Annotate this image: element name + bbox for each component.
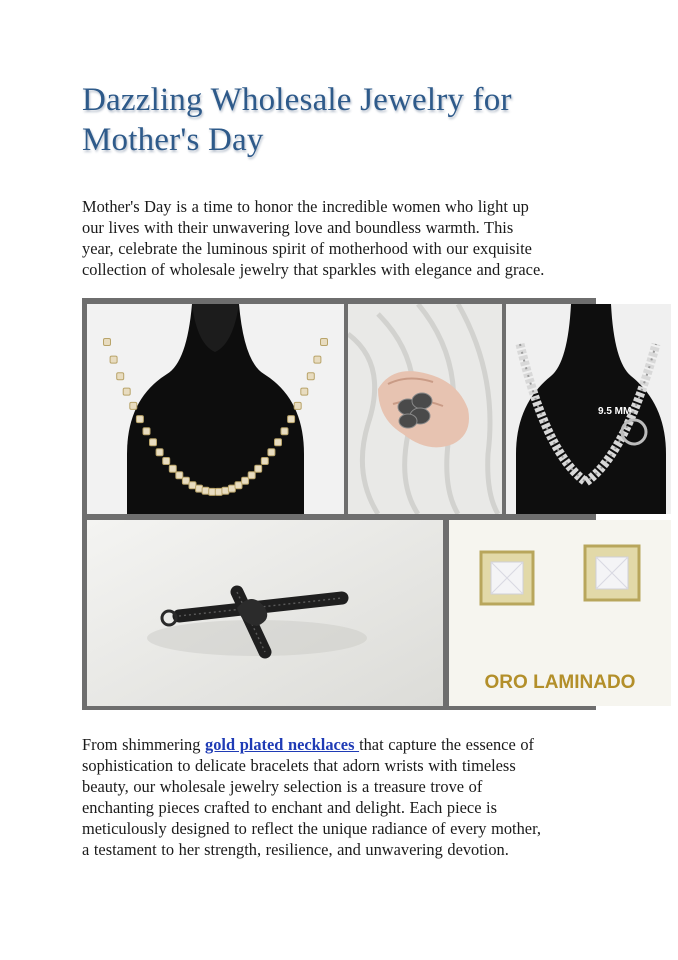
marcasite-ring-on-hand-image: [348, 304, 502, 514]
necklace-bead: [189, 482, 196, 489]
necklace-bead: [136, 416, 143, 423]
necklace-bead: [235, 482, 242, 489]
body-line-1-start: From shimmering: [82, 735, 206, 754]
intro-paragraph: [82, 196, 602, 280]
necklace-bead: [248, 472, 255, 479]
necklace-bead: [281, 428, 288, 435]
necklace-bead: [255, 465, 262, 472]
body-line: enchanting pieces crafted to enchant and delight. Each piece is: [82, 798, 497, 817]
body-paragraph: [82, 734, 597, 860]
necklace-bead: [294, 402, 301, 409]
necklace-bead: [228, 485, 235, 492]
body-line: sophistication to delicate bracelets that adorn wrists with timeless: [82, 756, 516, 775]
body-line: [82, 734, 597, 755]
necklace-bead: [307, 373, 314, 380]
necklace-bead: [169, 465, 176, 472]
necklace-bead: [209, 488, 216, 495]
necklace-bead: [176, 472, 183, 479]
necklace-bead: [215, 488, 222, 495]
silver-cuban-chain-image: [506, 304, 671, 514]
gold-plated-necklaces-link[interactable]: gold plated necklaces: [205, 735, 360, 754]
black-cross-pendant-image: [87, 520, 443, 706]
body-line: meticulously designed to reflect the unique radiance of every mother,: [82, 819, 541, 838]
necklace-bead: [143, 428, 150, 435]
necklace-bead: [288, 416, 295, 423]
page-title-line-1: Dazzling Wholesale Jewelry for: [82, 82, 512, 118]
square-stud-earrings-image: [449, 520, 671, 706]
page-title-line-2: Mother's Day: [82, 122, 264, 158]
necklace-bead: [202, 487, 209, 494]
intro-line: collection of wholesale jewelry that sparkles with elegance and grace.: [82, 260, 545, 279]
necklace-bead: [110, 356, 117, 363]
necklace-bead: [130, 402, 137, 409]
body-line: a testament to her strength, resilience, and unwavering devotion.: [82, 840, 509, 859]
necklace-bead: [104, 339, 111, 346]
necklace-bead: [222, 487, 229, 494]
necklace-bead: [268, 449, 275, 456]
necklace-bead: [182, 477, 189, 484]
pearl-tennis-necklace-image: [87, 304, 344, 514]
necklace-bead: [314, 356, 321, 363]
necklace-bead: [242, 477, 249, 484]
chain-width-label: 9.5 MM: [598, 406, 632, 417]
necklace-bead: [321, 339, 328, 346]
necklace-bead: [275, 439, 282, 446]
necklace-bead: [150, 439, 157, 446]
necklace-bead: [196, 485, 203, 492]
necklace-bead: [117, 373, 124, 380]
necklace-bead: [156, 449, 163, 456]
body-line-1-end: that capture the essence of: [359, 735, 534, 754]
necklace-bead: [301, 388, 308, 395]
necklace-bead: [123, 388, 130, 395]
necklace-bead: [261, 458, 268, 465]
intro-line: our lives with their unwavering love and boundless warmth. This: [82, 218, 514, 237]
intro-line: Mother's Day is a time to honor the incredible women who light up: [82, 197, 529, 216]
body-line: beauty, our wholesale jewelry selection is a treasure trove of: [82, 777, 483, 796]
intro-line: year, celebrate the luminous spirit of motherhood with our exquisite: [82, 239, 532, 258]
necklace-bead: [163, 458, 170, 465]
jewelry-collage: [82, 298, 636, 710]
page-title: [82, 80, 642, 160]
oro-laminado-label: ORO LAMINADO: [484, 672, 636, 693]
